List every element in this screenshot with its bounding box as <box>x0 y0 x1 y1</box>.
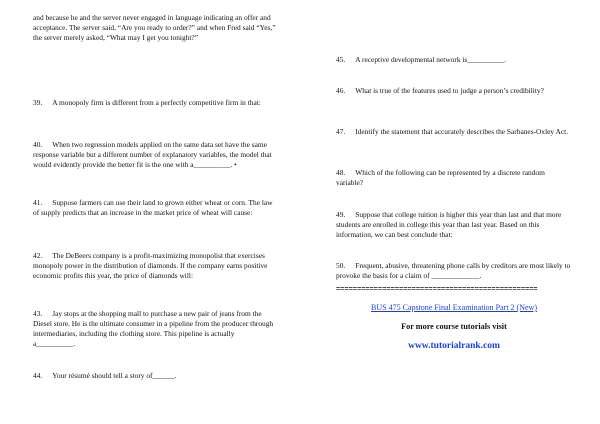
question-number: 41. <box>33 198 43 207</box>
question-41 <box>33 198 277 218</box>
question-text: Suppose farmers can use their land to grown either wheat or corn. The law of supply predicts that an increase in the market price of wheat will cause: <box>33 198 273 217</box>
question-number: 39. <box>33 98 43 107</box>
question-42 <box>33 251 277 281</box>
tutorials-text: For more course tutorials visit <box>401 322 507 331</box>
question-number: 42. <box>33 251 43 260</box>
question-number: 40. <box>33 140 43 149</box>
question-text: A receptive developmental network is__________. <box>355 55 507 64</box>
intro-paragraph: and because he and the server never engaged in language indicating an offer and acceptance. The server said, “Are you ready to order?” and when Fred said “Yes,” the server merely asked, “What may I get you tonight?” <box>33 13 276 42</box>
question-number: 45. <box>336 55 346 64</box>
question-47 <box>336 127 572 137</box>
question-number: 50. <box>336 261 346 270</box>
question-44 <box>33 371 277 381</box>
question-text: Identify the statement that accurately describes the Sarbanes-Oxley Act. <box>355 127 569 136</box>
question-number: 44. <box>33 371 43 380</box>
question-text: Your résumé should tell a story of______. <box>52 371 177 380</box>
question-number: 47. <box>336 127 346 136</box>
question-46 <box>336 86 572 96</box>
question-text: A monopoly firm is different from a perfectly competitive firm in that: <box>52 98 261 107</box>
question-text: When two regression models applied on the same data set have the same response variable but a different number of explanatory variables, the model that would evidently provide the better fit is the one with a__________. • <box>33 140 272 169</box>
question-48 <box>336 168 572 188</box>
question-text: What is true of the features used to judge a person’s credibility? <box>355 86 544 95</box>
question-text: Jay stops at the shopping mall to purchase a new pair of jeans from the Diesel store. He is the ultimate consumer in a pipeline from the producer through intermediaries, including the clothing store. This pipeline is actually a__________. <box>33 309 274 348</box>
question-49 <box>336 210 572 240</box>
question-45 <box>336 55 572 65</box>
question-43 <box>33 309 277 348</box>
question-40 <box>33 140 277 170</box>
question-50 <box>336 261 572 281</box>
question-number: 43. <box>33 309 43 318</box>
question-number: 46. <box>336 86 346 95</box>
question-number: 49. <box>336 210 346 219</box>
divider-line: ================================================ <box>336 286 538 294</box>
question-text: Suppose that college tuition is higher this year than last and that more students are enrolled in college this year than last year. Based on this information, we can best conclude that: <box>336 210 562 239</box>
question-text: The DeBeers company is a profit-maximizing monopolist that exercises monopoly power in the distribution of diamonds. If the company earns positive economic profits this year, the price of diamonds will: <box>33 251 268 280</box>
question-39 <box>33 98 277 108</box>
question-text: Frequent, abusive, threatening phone calls by creditors are most likely to provoke the basis for a claim of _____________. <box>336 261 571 280</box>
question-number: 48. <box>336 168 346 177</box>
site-link[interactable]: www.tutorialrank.com <box>408 341 500 351</box>
course-link[interactable]: BUS 475 Capstone Final Examination Part 2 (New) <box>371 303 537 312</box>
question-text: Which of the following can be represented by a discrete random variable? <box>336 168 545 187</box>
